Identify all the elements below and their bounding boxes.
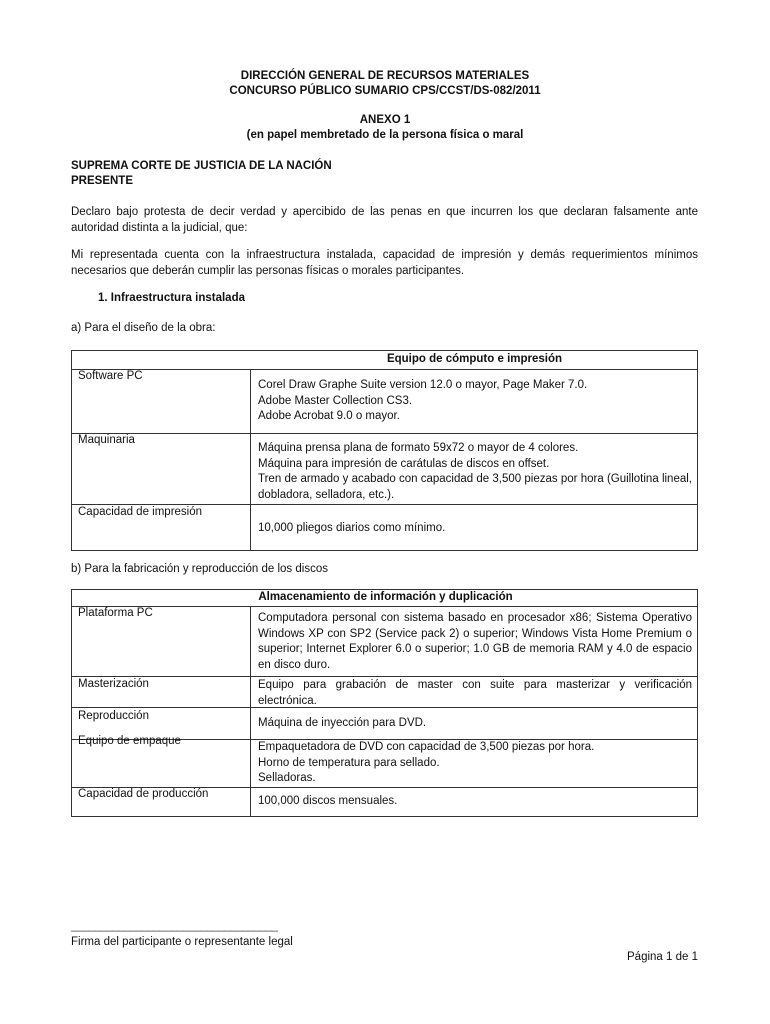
section-title: 1. Infraestructura instalada	[98, 292, 245, 304]
row-line: Empaquetadora de DVD con capacidad de 3,500 piezas por hora.	[258, 741, 595, 753]
row-line: Equipo para grabación de master con suite para masterizar y verificación electrónica.	[258, 679, 692, 707]
table-row-separator	[71, 787, 698, 788]
row-label: Capacidad de producción	[78, 788, 209, 800]
table-design	[71, 350, 698, 551]
subsection-a: a) Para el diseño de la obra:	[71, 322, 216, 334]
table-production-header: Almacenamiento de información y duplicación	[258, 591, 513, 603]
row-content	[258, 678, 692, 709]
row-label: Equipo de empaque	[78, 735, 181, 747]
signature-line: ___________________________________	[71, 920, 278, 932]
header-line-2: CONCURSO PÚBLICO SUMARIO CPS/CCST/DS-082/2011	[229, 85, 541, 97]
row-content	[258, 794, 692, 810]
representation-paragraph: Mi representada cuenta con la infraestructura instalada, capacidad de impresión y demás requerimientos mínimos necesarios que deberán cumplir las personas físicas o morales participantes.	[71, 249, 698, 277]
addressee-line-2: PRESENTE	[71, 175, 133, 187]
table-row	[72, 433, 697, 504]
row-label: Software PC	[78, 370, 143, 382]
row-content	[258, 611, 692, 673]
row-label: Capacidad de impresión	[78, 506, 203, 518]
table-production	[71, 589, 698, 817]
row-label: Masterización	[78, 678, 149, 690]
table-row	[72, 369, 697, 433]
row-content	[258, 740, 692, 787]
table-row	[72, 735, 697, 792]
row-content	[258, 521, 692, 537]
table-row	[72, 788, 697, 818]
signature-label: Firma del participante o representante legal	[71, 936, 293, 948]
declaration-paragraph: Declaro bajo protesta de decir verdad y apercibido de las penas en que incurren los que declaran falsamente ante autoridad distinta a la judicial, que:	[71, 206, 698, 234]
row-label: Plataforma PC	[78, 607, 153, 619]
subsection-b: b) Para la fabricación y reproducción de los discos	[71, 563, 328, 575]
row-content	[258, 441, 692, 503]
row-line: Selladoras.	[258, 772, 316, 784]
table-row	[72, 504, 697, 552]
addressee-line-1: SUPREMA CORTE DE JUSTICIA DE LA NACIÓN	[71, 160, 332, 172]
row-content	[258, 378, 692, 425]
table-design-header: Equipo de cómputo e impresión	[386, 353, 563, 365]
row-label: Maquinaria	[78, 434, 135, 446]
page-number: Página 1 de 1	[627, 951, 698, 963]
row-label: Reproducción	[78, 710, 149, 722]
table-row	[72, 676, 697, 707]
row-line: Computadora personal con sistema basado en procesador x86; Sistema Operativo Windows XP con SP2 (Service pack 2) o superior; Windows Vista Home Premium o superior; Internet Explorer 6.0 o superior; 1.0 GB de memoria RAM y 4.0 de espacio en disco duro.	[258, 612, 692, 671]
row-line: Tren de armado y acabado con capacidad de 3,500 piezas por hora (Guillotina lineal, dobladora, selladora, etc.).	[258, 473, 692, 501]
header-line-1: DIRECCIÓN GENERAL DE RECURSOS MATERIALES	[240, 70, 530, 82]
row-line: 10,000 pliegos diarios como mínimo.	[258, 522, 446, 534]
row-line: Máquina para impresión de carátulas de discos en offset.	[258, 457, 550, 470]
row-line: Adobe Master Collection CS3.	[258, 394, 413, 407]
annex-title: ANEXO 1	[359, 114, 411, 126]
annex-note: (en papel membretado de la persona física o maral	[246, 129, 524, 141]
table-row	[72, 606, 697, 676]
row-line: Máquina de inyección para DVD.	[258, 717, 427, 729]
row-line: 100,000 discos mensuales.	[258, 795, 398, 807]
row-line: Máquina prensa plana de formato 59x72 o mayor de 4 colores.	[258, 442, 579, 454]
row-line: Adobe Acrobat 9.0 o mayor.	[258, 410, 400, 422]
row-line: Horno de temperatura para sellado.	[258, 756, 440, 769]
row-line: Corel Draw Graphe Suite version 12.0 o mayor, Page Maker 7.0.	[258, 379, 588, 391]
row-content	[258, 716, 692, 732]
